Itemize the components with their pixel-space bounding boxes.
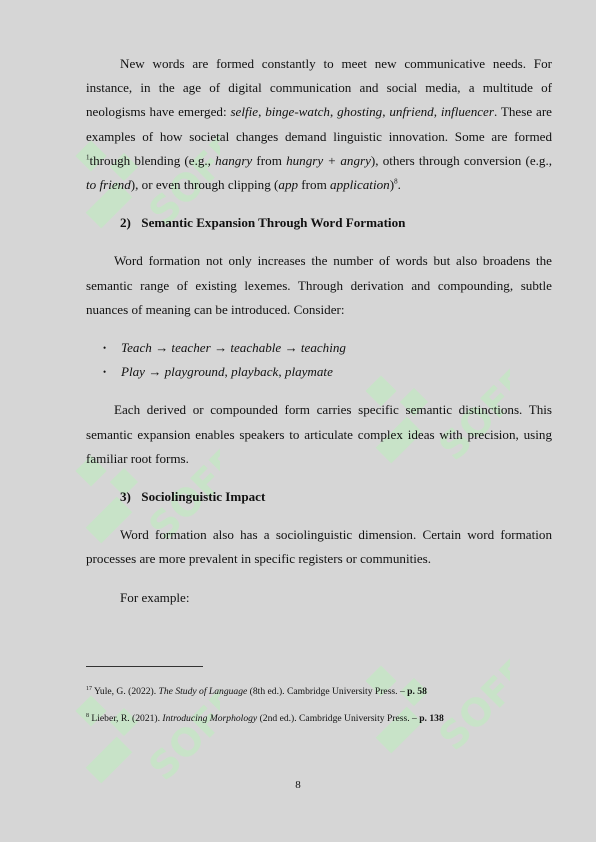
text-run: , xyxy=(433,104,441,120)
example-word: influencer xyxy=(440,104,494,120)
bullet-icon: • xyxy=(103,343,107,354)
paragraph-neologisms xyxy=(86,52,552,197)
main-content xyxy=(86,52,552,610)
footnote-page: p. 138 xyxy=(419,713,444,724)
example-list xyxy=(86,336,552,384)
text-run: through blending (e.g., xyxy=(89,152,216,168)
text-run: . xyxy=(397,177,401,193)
footnote-ref[interactable]: 1 xyxy=(86,153,90,162)
list-item-text: , xyxy=(278,364,285,380)
text-run: ), others through conversion (e.g., xyxy=(370,152,553,168)
section-heading-sociolinguistic xyxy=(120,485,552,509)
text-run: ) xyxy=(389,177,395,193)
svg-text:SOFF: SOFF xyxy=(430,648,510,759)
text-run: . These are examples of how societal changes demand linguistic innovation. Some are formed xyxy=(86,104,552,144)
svg-text:SOFF: SOFF xyxy=(430,358,510,469)
text-run: , xyxy=(258,104,266,120)
heading-number: 3) xyxy=(120,489,131,505)
paragraph-derived-forms: Each derived or compounded form carries specific semantic distinctions. This semantic expansion enables speakers to articulate complex ideas with precision, using familiar root forms. xyxy=(86,402,552,466)
svg-text:SOFF: SOFF xyxy=(140,678,220,789)
heading-number: 2) xyxy=(120,215,131,231)
footnote-separator xyxy=(86,666,203,667)
list-item xyxy=(86,336,552,360)
footnote-text: Yule, G. (2022). xyxy=(92,686,159,697)
footnote-yule xyxy=(86,685,427,698)
text-run: ), or even through clipping ( xyxy=(130,177,279,193)
example-word: app xyxy=(278,177,299,193)
watermark-logo xyxy=(70,650,220,800)
example-word: hangry xyxy=(215,152,253,168)
list-item-text: playback xyxy=(231,364,279,380)
text-run: from xyxy=(298,177,331,193)
text-run: , xyxy=(382,104,390,120)
footnote-title: Introducing Morphology xyxy=(162,713,258,724)
heading-text: Sociolinguistic Impact xyxy=(141,489,266,505)
footnote-ref[interactable]: 8 xyxy=(394,177,398,186)
list-item-text: playmate xyxy=(284,364,333,380)
example-word: selfie xyxy=(230,104,259,120)
svg-text:SOFF: SOFF xyxy=(140,438,220,549)
list-item-text: Teach → teacher → teachable → teaching xyxy=(121,340,346,356)
list-item-text: , xyxy=(224,364,232,380)
page-number: 8 xyxy=(295,779,301,791)
footnote-text: (8th ed.). Cambridge University Press. – xyxy=(247,686,408,697)
svg-text:SOFF: SOFF xyxy=(140,123,220,234)
text-run: New words are formed constantly to meet new communicative needs. For instance, in the age of digital communication and social media, a multitude of neologisms have emerged: xyxy=(86,56,552,120)
footnote-text: Lieber, R. (2021). xyxy=(89,713,163,724)
list-item xyxy=(86,360,552,384)
footnote-page: p. 58 xyxy=(407,686,427,697)
footnote-title: The Study of Language xyxy=(158,686,248,697)
footnote-lieber xyxy=(86,712,444,725)
paragraph-for-example: For example: xyxy=(120,589,190,605)
bullet-icon: • xyxy=(103,367,107,378)
example-word: binge-watch xyxy=(265,104,330,120)
example-word: unfriend xyxy=(389,104,434,120)
heading-text: Semantic Expansion Through Word Formation xyxy=(141,215,406,231)
list-item-text: Play → playground xyxy=(121,364,225,380)
paragraph-sociolinguistic: Word formation also has a sociolinguistic dimension. Certain word formation processes are more prevalent in specific registers or communities. xyxy=(86,527,552,567)
example-word: to friend xyxy=(86,177,131,193)
footnote-mark: 8 xyxy=(86,712,89,719)
example-word: application xyxy=(330,177,390,193)
text-run: , xyxy=(329,104,338,120)
paragraph-semantic-expansion: Word formation not only increases the number of words but also broadens the semantic range of existing lexemes. Through derivation and compounding, subtle nuances of meaning can be introduced. Consider: xyxy=(86,253,552,317)
footnote-mark: 17 xyxy=(86,685,92,692)
example-word: hungry + angry xyxy=(286,152,371,168)
text-run: from xyxy=(252,152,287,168)
example-word: ghosting xyxy=(337,104,383,120)
section-heading-semantic-expansion xyxy=(120,211,552,235)
footnote-text: (2nd ed.). Cambridge University Press. – xyxy=(257,713,420,724)
